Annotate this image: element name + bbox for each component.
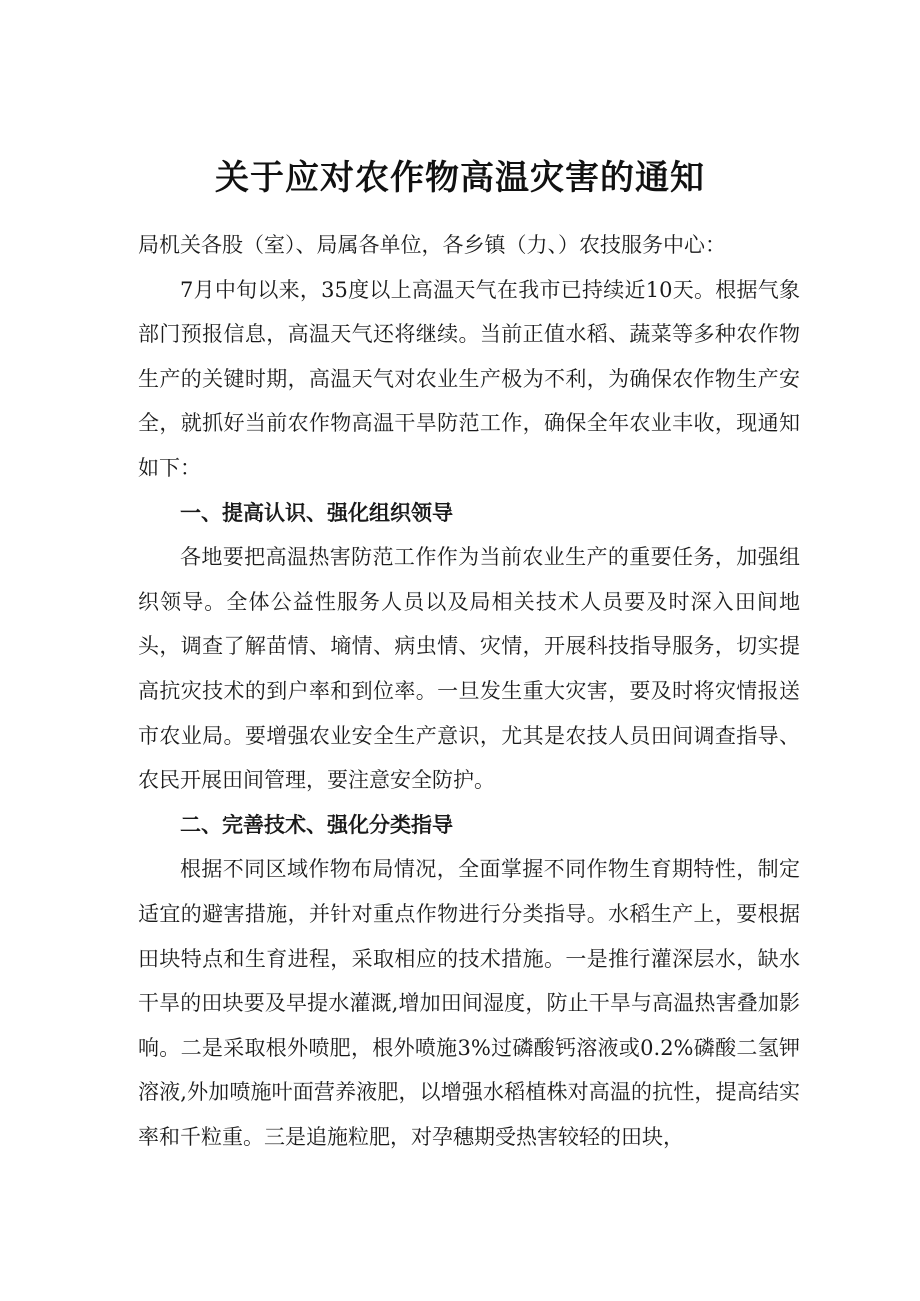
salutation: 局机关各股（室）、局属各单位，各乡镇（力、）农技服务中心： — [138, 233, 726, 257]
section-body-1: 各地要把高温热害防范工作作为当前农业生产的重要任务，加强组织领导。全体公益性服务人员以及局相关技术人员要及时深入田间地头，调查了解苗情、墒情、病虫情、灾情，开展科技指导服务，切实提高抗灾技术的到户率和到位率。一旦发生重大灾害，要及时将灾情报送市农业局。要增强农业安全生产意识，尤其是农技人员田间调查指导、农民开展田间管理，要注意安全防护。 — [138, 545, 800, 793]
section-heading-2: 二、完善技术、强化分类指导 — [180, 812, 453, 837]
intro-paragraph: 7月中旬以来，35度以上高温天气在我市已持续近10天。根据气象部门预报信息，高温天气还将继续。当前正值水稻、蔬菜等多种农作物生产的关键时期，高温天气对农业生产极为不利，为确保农作物生产安全，就抓好当前农作物高温干旱防范工作，确保全年农业丰收，现通知如下： — [138, 277, 800, 480]
document-body — [138, 223, 800, 1159]
document-title: 关于应对农作物高温灾害的通知 — [215, 157, 705, 198]
section-heading-1: 一、提高认识、强化组织领导 — [180, 500, 453, 525]
section-body-2: 根据不同区域作物布局情况，全面掌握不同作物生育期特性，制定适宜的避害措施，并针对重点作物进行分类指导。水稻生产上，要根据田块特点和生育进程，采取相应的技术措施。一是推行灌深层水，缺水干旱的田块要及早提水灌溉,增加田间湿度，防止干旱与高温热害叠加影响。二是采取根外喷肥，根外喷施3%过磷酸钙溶液或0.2%磷酸二氢钾溶液,外加喷施叶面营养液肥，以增强水稻植株对高温的抗性，提高结实率和千粒重。三是追施粒肥，对孕穗期受热害较轻的田块， — [138, 857, 800, 1149]
